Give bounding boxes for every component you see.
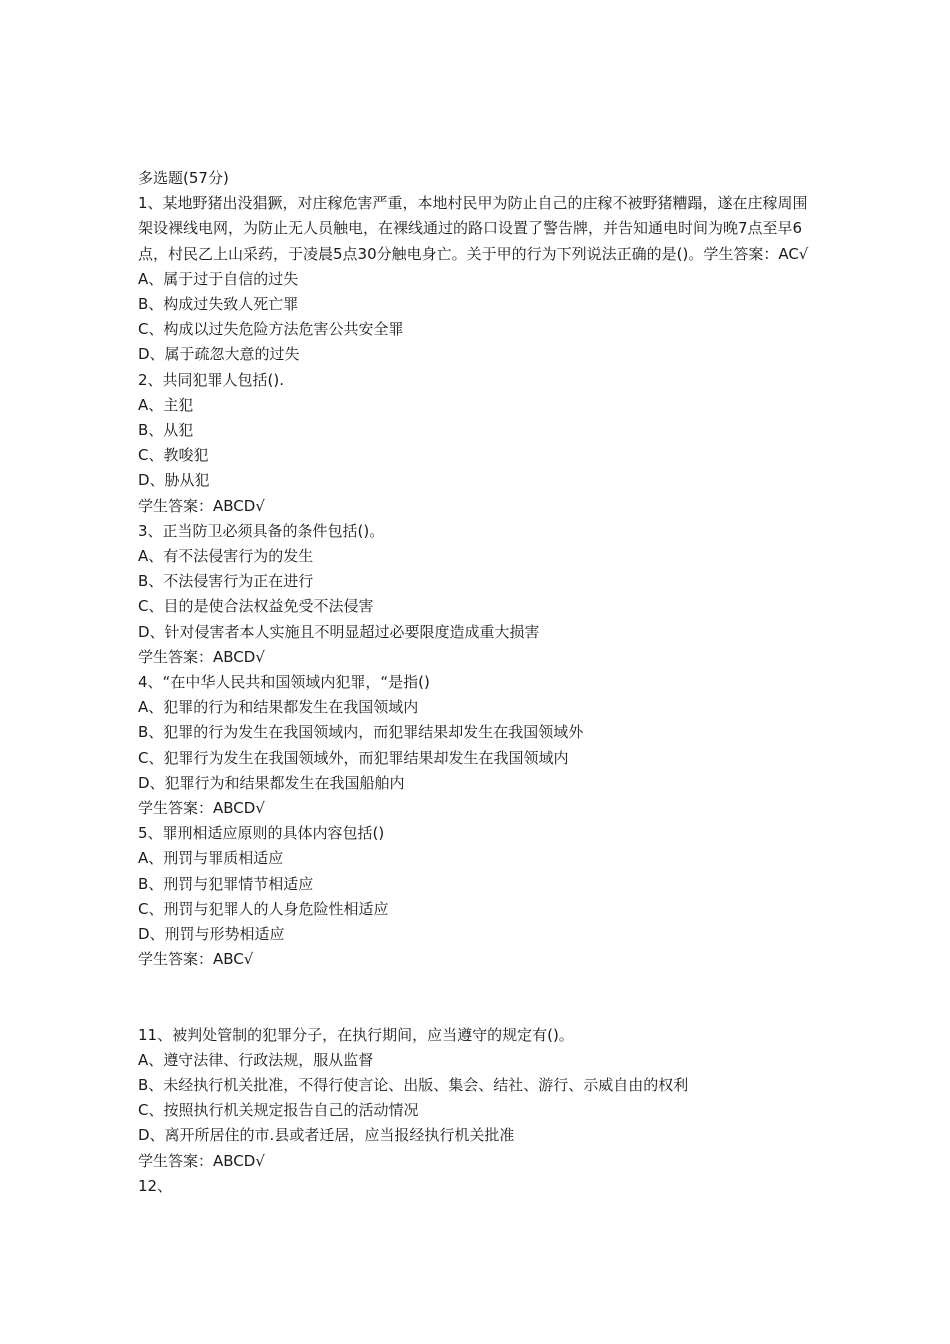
question-3-option-b: B、不法侵害行为正在进行 [138,572,314,591]
question-11-stem: 11、被判处管制的犯罪分子，在执行期间，应当遵守的规定有()。 [138,1025,574,1044]
question-1-stem: 1、某地野猪出没猖獗，对庄稼危害严重，本地村民甲为防止自己的庄稼不被野猪糟蹋，遂在庄稼周围架设裸线电网，为防止无人员触电，在裸线通过的路口设置了警告牌，并告知通电时间为晚7点至早6点，村民乙上山采药，于凌晨5点30分触电身亡。关于甲的行为下列说法正确的是()。学生答案：AC√ [138,194,809,263]
question-2-option-a: A、主犯 [138,395,194,414]
question-5-option-a: A、刑罚与罪质相适应 [138,849,284,868]
question-4-answer: 学生答案：ABCD√ [138,799,265,818]
question-3-option-c: C、目的是使合法权益免受不法侵害 [138,597,374,616]
question-2-option-d: D、胁从犯 [138,471,210,490]
question-5-option-d: D、刑罚与形势相适应 [138,925,285,944]
question-3-option-a: A、有不法侵害行为的发生 [138,547,314,566]
question-1-option-c: C、构成以过失危险方法危害公共安全罪 [138,320,404,339]
question-2-answer: 学生答案：ABCD√ [138,496,265,515]
question-2-option-c: C、教唆犯 [138,446,209,465]
question-11-option-c: C、按照执行机关规定报告自己的活动情况 [138,1101,419,1120]
question-11-answer: 学生答案：ABCD√ [138,1151,265,1170]
question-4-option-b: B、犯罪的行为发生在我国领域内，而犯罪结果却发生在我国领域外 [138,723,584,742]
question-2-option-b: B、从犯 [138,421,194,440]
question-4-stem: 4、“在中华人民共和国领域内犯罪，“是指() [138,673,430,692]
question-5-stem: 5、罪刑相适应原则的具体内容包括() [138,824,385,843]
question-5-option-c: C、刑罚与犯罪人的人身危险性相适应 [138,899,389,918]
question-3-stem: 3、正当防卫必须具备的条件包括()。 [138,521,385,540]
section-gap [138,973,818,1023]
question-12-stem: 12、 [138,1176,173,1195]
question-4-option-c: C、犯罪行为发生在我国领域外，而犯罪结果却发生在我国领域内 [138,748,569,767]
section-title: 多选题(57分) [138,169,229,187]
question-11-option-d: D、离开所居住的市.县或者迁居，应当报经执行机关批准 [138,1126,515,1145]
question-4-option-d: D、犯罪行为和结果都发生在我国船舶内 [138,773,405,792]
question-3-option-d: D、针对侵害者本人实施且不明显超过必要限度造成重大损害 [138,622,540,641]
question-11-option-a: A、遵守法律、行政法规，服从监督 [138,1050,374,1069]
question-1-option-a: A、属于过于自信的过失 [138,269,299,288]
question-5-answer: 学生答案：ABC√ [138,950,254,969]
document-page [138,166,818,1199]
question-5-option-b: B、刑罚与犯罪情节相适应 [138,874,314,893]
question-1-option-b: B、构成过失致人死亡罪 [138,295,299,314]
question-2-stem: 2、共同犯罪人包括(). [138,370,285,389]
question-4-option-a: A、犯罪的行为和结果都发生在我国领域内 [138,698,419,717]
question-11-option-b: B、未经执行机关批准，不得行使言论、出版、集会、结社、游行、示威自由的权利 [138,1075,689,1094]
question-3-answer: 学生答案：ABCD√ [138,647,265,666]
question-1-option-d: D、属于疏忽大意的过失 [138,345,300,364]
